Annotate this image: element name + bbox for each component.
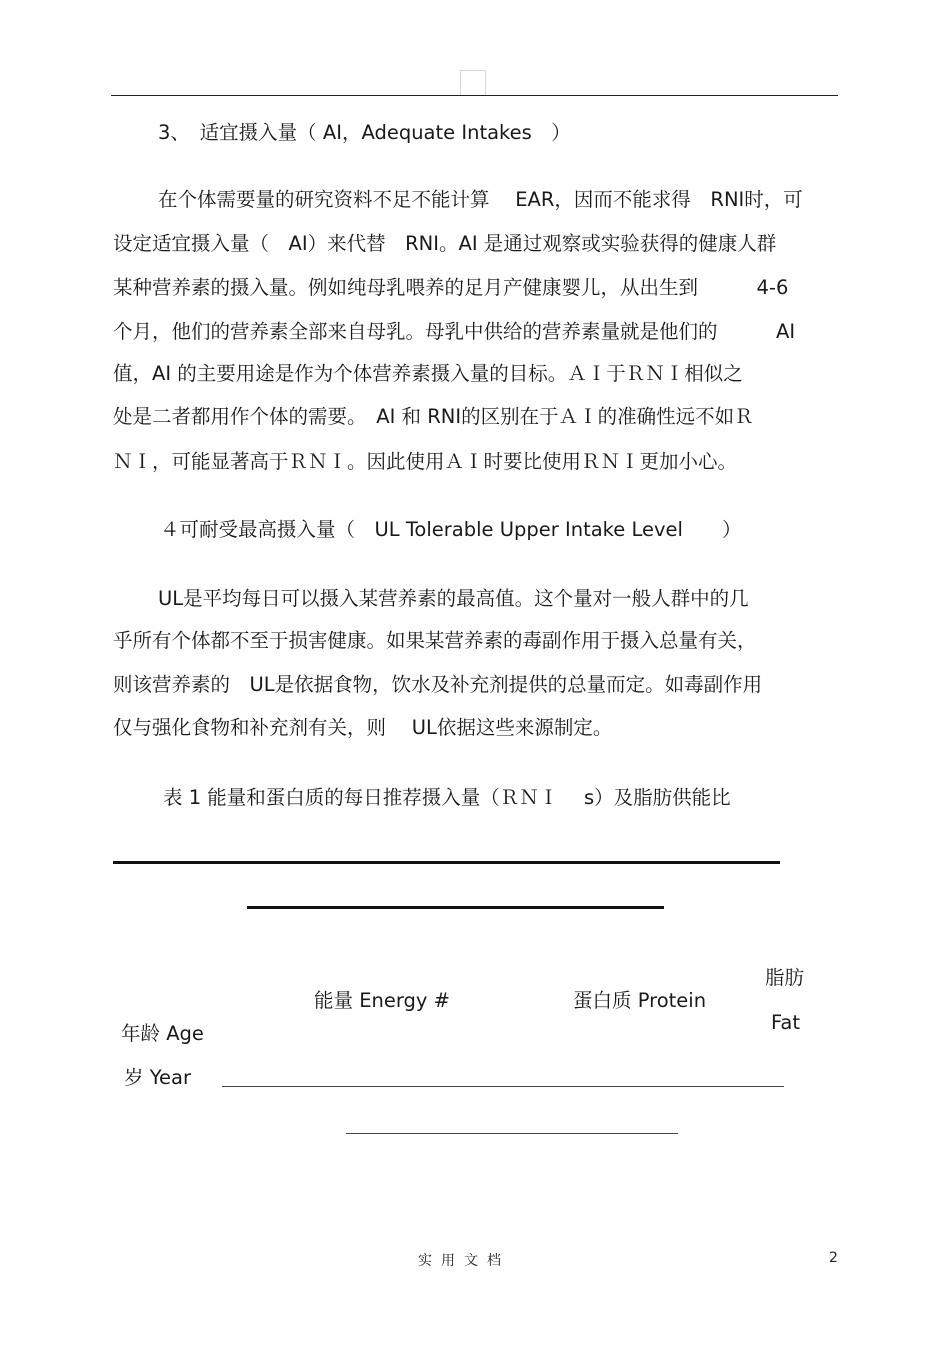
col-header-fat-en: Fat	[771, 1011, 801, 1034]
section3-line-5: 值，AI 的主要用途是作为个体营养素摄入量的目标。ＡＩ于ＲＮＩ相似之	[113, 362, 743, 385]
table-sub-rule	[247, 906, 664, 909]
section3-line-2: 设定适宜摄入量（ AI）来代替 RNI。AI 是通过观察或实验获得的健康人群	[113, 232, 777, 255]
section3-line-3: 某种营养素的摄入量。例如纯母乳喂养的足月产健康婴儿，从出生到 4-6	[113, 276, 789, 299]
section4-line-3: 则该营养素的 UL是依据食物，饮水及补充剂提供的总量而定。如毒副作用	[113, 673, 763, 696]
footer-label: 实用文档	[418, 1253, 510, 1269]
section4-line-1: UL是平均每日可以摄入某营养素的最高值。这个量对一般人群中的几	[158, 587, 749, 610]
col-header-fat-cn: 脂肪	[765, 966, 805, 989]
col-header-energy: 能量 Energy #	[314, 989, 451, 1012]
section4-heading: ４可耐受最高摄入量（ UL Tolerable Upper Intake Level ）	[160, 518, 742, 541]
row-header-age: 年龄 Age	[121, 1022, 204, 1045]
page-number: 2	[829, 1250, 838, 1266]
section4-line-2: 乎所有个体都不至于损害健康。如果某营养素的毒副作用于摄入总量有关，	[113, 629, 757, 652]
table-sub-header-rule	[346, 1133, 678, 1134]
table-caption: 表 1 能量和蛋白质的每日推荐摄入量（ＲＮＩ s）及脂肪供能比	[163, 786, 731, 809]
section3-line-4: 个月，他们的营养素全部来自母乳。母乳中供给的营养素量就是他们的 AI	[113, 320, 796, 343]
col-header-protein: 蛋白质 Protein	[573, 989, 707, 1012]
row-header-year: 岁 Year	[124, 1066, 191, 1089]
header-mark	[460, 70, 486, 96]
section3-line-1: 在个体需要量的研究资料不足不能计算 EAR，因而不能求得 RNI时，可	[158, 188, 803, 211]
section3-line-7: ＮＩ，可能显著高于ＲＮＩ。因此使用ＡＩ时要比使用ＲＮＩ更加小心。	[113, 450, 738, 473]
table-header-rule	[222, 1086, 784, 1087]
table-top-rule	[113, 861, 780, 864]
section4-line-4: 仅与强化食物和补充剂有关，则 UL依据这些来源制定。	[113, 716, 613, 739]
header-rule	[111, 95, 838, 96]
section3-heading: 3、 适宜摄入量（ AI，Adequate Intakes ）	[158, 121, 571, 144]
section3-line-6: 处是二者都用作个体的需要。 AI 和 RNI的区别在于ＡＩ的准确性远不如Ｒ	[113, 405, 754, 428]
